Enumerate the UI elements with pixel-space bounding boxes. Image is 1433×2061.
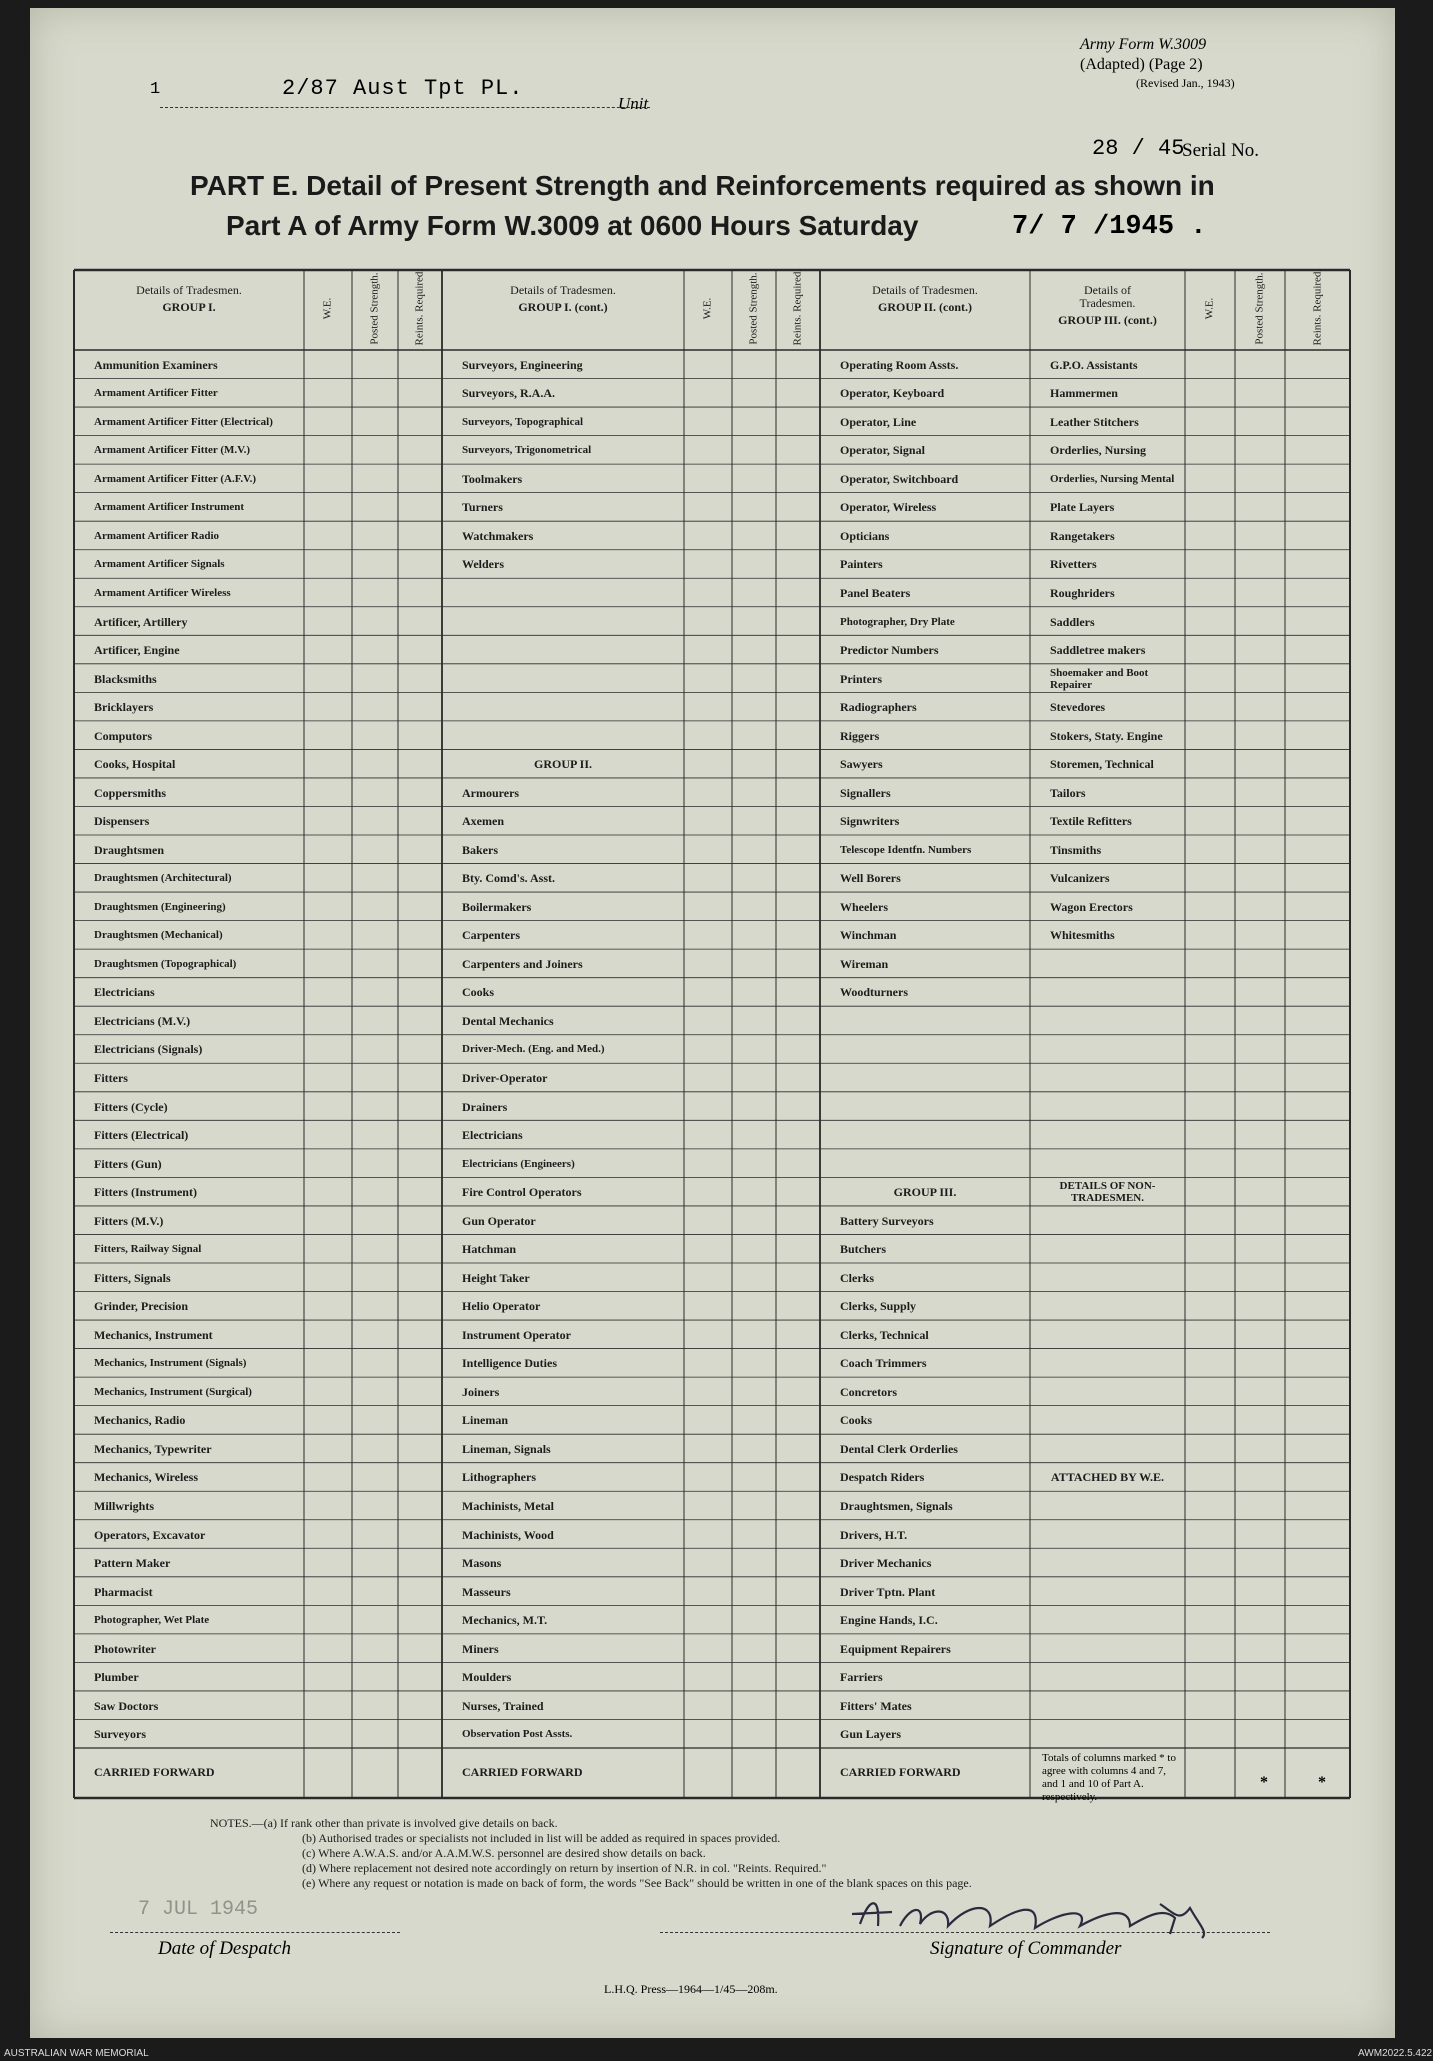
- trade-row-label: Panel Beaters: [840, 585, 911, 600]
- column-header-group: GROUP II. (cont.): [878, 300, 972, 314]
- trade-row-label: Storemen, Technical: [1050, 757, 1154, 772]
- trade-row-label: Masons: [462, 1556, 502, 1571]
- archive-footer: [0, 2048, 1433, 2061]
- trade-row-label: Hammermen: [1050, 386, 1118, 401]
- trade-row-label: Concretors: [840, 1384, 898, 1399]
- trade-row-label: Fitters (Cycle): [94, 1099, 168, 1114]
- trade-row-label: Clerks, Supply: [840, 1299, 917, 1314]
- trade-row-label: Mechanics, Instrument: [94, 1327, 213, 1342]
- unit-value: 2/87 Aust Tpt PL.: [282, 76, 524, 101]
- trade-row-label: Wagon Erectors: [1050, 899, 1133, 914]
- trade-row-label: Intelligence Duties: [462, 1356, 557, 1371]
- trade-row-label: Ammunition Examiners: [94, 357, 218, 372]
- sub-header-posted-strength: Posted Strength.: [1253, 272, 1266, 345]
- trade-row-label: Signwriters: [840, 814, 900, 829]
- trade-row-label: Mechanics, Radio: [94, 1413, 186, 1428]
- archive-id: AWM2022.5.422: [1358, 2048, 1433, 2059]
- trade-row-label: Armament Artificer Instrument: [94, 501, 245, 514]
- trade-row-label: Mechanics, M.T.: [462, 1613, 548, 1628]
- trade-row-label: Farriers: [840, 1670, 883, 1685]
- trade-row-label: Saddlers: [1050, 614, 1095, 629]
- date-underline: [110, 1932, 400, 1933]
- trade-row-label: Armament Artificer Wireless: [94, 586, 231, 599]
- unit-prefix: 1: [150, 80, 161, 99]
- unit-label: Unit: [618, 94, 649, 113]
- column-header-group: GROUP III. (cont.): [1058, 313, 1157, 327]
- serial-label: Serial No.: [1182, 140, 1260, 161]
- trade-row-label: Plate Layers: [1050, 500, 1115, 515]
- trade-row-label: Lineman, Signals: [462, 1441, 551, 1456]
- note-a: NOTES.—(a) If rank other than private is involved give details on back.: [210, 1816, 558, 1830]
- trade-row-label: Draughtsmen: [94, 842, 165, 857]
- trade-row-label: Predictor Numbers: [840, 643, 939, 658]
- trade-row-label: Leather Stitchers: [1050, 414, 1139, 429]
- trade-row-label: Watchmakers: [462, 528, 534, 543]
- trade-row-label: Carpenters and Joiners: [462, 956, 583, 971]
- trade-row-label: Orderlies, Nursing: [1050, 443, 1146, 458]
- trade-row-label: Gun Operator: [462, 1213, 536, 1228]
- trade-row-label: Lithographers: [462, 1470, 537, 1485]
- trade-row-label: Boilermakers: [462, 899, 532, 914]
- trade-row-label: Driver Mechanics: [840, 1556, 932, 1571]
- trade-row-label: Draughtsmen (Engineering): [94, 900, 226, 913]
- form-id: Army Form W.3009: [1080, 36, 1207, 53]
- trade-row-label: Armament Artificer Fitter (M.V.): [94, 444, 251, 457]
- trade-row-label: Driver-Operator: [462, 1071, 548, 1085]
- trade-row-label: Mechanics, Wireless: [94, 1470, 198, 1485]
- signature-underline: [660, 1932, 1270, 1933]
- trade-row-label: Gun Layers: [840, 1727, 902, 1742]
- trade-row-label: Signallers: [840, 785, 891, 800]
- column-header-details: Details of Tradesmen.: [872, 283, 978, 297]
- trade-row-label: Computors: [94, 728, 153, 743]
- trade-row-label: Dental Mechanics: [462, 1013, 554, 1028]
- trade-row-label: Wireman: [840, 956, 889, 971]
- trade-row-label: Hatchman: [462, 1242, 516, 1257]
- trade-row-label: Dental Clerk Orderlies: [840, 1441, 958, 1456]
- trade-row-label: Orderlies, Nursing Mental: [1050, 472, 1175, 485]
- note-c: (c) Where A.W.A.S. and/or A.A.M.W.S. personnel are desired show details on back.: [302, 1846, 706, 1860]
- trade-row-label: Cooks: [840, 1413, 873, 1428]
- trade-row-label: Saddletree makers: [1050, 643, 1146, 658]
- trade-row-label: Mechanics, Instrument (Surgical): [94, 1385, 252, 1398]
- serial-value: 28 / 45: [1092, 136, 1185, 161]
- trade-row-label: Plumber: [94, 1670, 139, 1685]
- trade-row-label: Armament Artificer Signals: [94, 558, 225, 571]
- trade-row-label: Roughriders: [1050, 585, 1115, 600]
- trade-row-label: Observation Post Assts.: [462, 1728, 573, 1741]
- trade-row-label: Clerks: [840, 1270, 874, 1285]
- trade-row-label: Butchers: [840, 1242, 886, 1257]
- trade-row-label: Equipment Repairers: [840, 1641, 951, 1656]
- column-header-group: GROUP I.: [162, 300, 216, 314]
- trade-row-label: Fitters (Instrument): [94, 1185, 197, 1200]
- trade-row-label: Fitters, Railway Signal: [94, 1243, 202, 1256]
- trade-row-label: Height Taker: [462, 1270, 530, 1285]
- trade-row-label: Tailors: [1050, 785, 1086, 800]
- trade-row-label: Engine Hands, I.C.: [840, 1613, 938, 1628]
- trade-row-label: Fitters, Signals: [94, 1270, 171, 1285]
- trade-row-label: Textile Refitters: [1050, 814, 1132, 829]
- trade-row-label: Draughtsmen, Signals: [840, 1498, 953, 1513]
- column-header-details: Details of Tradesmen.: [1079, 283, 1136, 310]
- trade-row-label: Dispensers: [94, 814, 150, 829]
- carried-forward-label: CARRIED FORWARD: [94, 1765, 215, 1779]
- trade-row-label: Driver-Mech. (Eng. and Med.): [462, 1043, 605, 1056]
- trade-row-label: Battery Surveyors: [840, 1213, 934, 1228]
- trade-row-label: Printers: [840, 671, 882, 686]
- sub-header-we: W.E.: [321, 297, 334, 320]
- trade-row-label: Fitters (Electrical): [94, 1128, 189, 1143]
- trade-row-label: Joiners: [462, 1384, 500, 1399]
- note-d: (d) Where replacement not desired note accordingly on return by insertion of N.R. in col. "Reints. Required.": [302, 1861, 827, 1875]
- trade-row-label: GROUP II.: [533, 757, 592, 772]
- trade-row-label: Machinists, Wood: [462, 1527, 554, 1542]
- title-line-1: PART E. Detail of Present Strength and Reinforcements required as shown in: [190, 170, 1215, 201]
- trade-row-label: Axemen: [462, 814, 504, 829]
- trade-row-label: Winchman: [840, 928, 897, 943]
- commander-signature: [830, 1886, 1350, 1946]
- trade-row-label: Millwrights: [94, 1498, 154, 1513]
- sub-header-reints-required: Reints. Required.: [413, 268, 426, 346]
- trade-row-label: Nurses, Trained: [462, 1698, 544, 1713]
- trade-row-label: Rangetakers: [1050, 528, 1115, 543]
- trade-row-label: Drivers, H.T.: [840, 1527, 908, 1542]
- trade-row-label: Painters: [840, 557, 883, 572]
- trade-row-label: Fitters (Gun): [94, 1156, 162, 1171]
- trade-row-label: Fire Control Operators: [462, 1185, 582, 1200]
- trade-row-label: Armament Artificer Fitter (A.F.V.): [94, 472, 257, 485]
- trade-row-label: Photographer, Dry Plate: [840, 615, 955, 628]
- despatch-date-stamp: 7 JUL 1945: [138, 1898, 259, 1921]
- trade-row-label: Sawyers: [840, 757, 883, 772]
- trade-row-label: Welders: [462, 557, 504, 572]
- trade-row-label: Artificer, Artillery: [94, 614, 188, 629]
- title-date: 7/ 7 /1945 .: [1012, 212, 1207, 242]
- column-header-group: GROUP I. (cont.): [518, 300, 608, 314]
- trade-row-label: Surveyors, Topographical: [462, 415, 584, 428]
- trade-row-label: Operator, Keyboard: [840, 386, 945, 401]
- trade-row-label: Helio Operator: [462, 1299, 541, 1314]
- title-line-2: Part A of Army Form W.3009 at 0600 Hours Saturday: [226, 210, 919, 241]
- trade-row-label: Electricians: [94, 985, 155, 1000]
- trade-row-label: Saw Doctors: [94, 1698, 159, 1713]
- trade-row-label: Driver Tptn. Plant: [840, 1584, 936, 1599]
- trade-row-label: DETAILS OF NON-TRADESMEN.: [1059, 1180, 1156, 1205]
- trade-row-label: Stevedores: [1050, 700, 1106, 715]
- press-line: L.H.Q. Press—1964—1/45—208m.: [604, 1982, 778, 1996]
- column-header-4: [1030, 284, 1185, 327]
- column-header-3: [820, 284, 1030, 314]
- totals-marker: *: [1260, 1774, 1268, 1791]
- trade-row-label: Bakers: [462, 842, 498, 857]
- trade-row-label: Armament Artificer Fitter (Electrical): [94, 415, 273, 428]
- column-header-1: [74, 284, 304, 314]
- trade-row-label: Clerks, Technical: [840, 1327, 929, 1342]
- trade-row-label: Operator, Line: [840, 414, 917, 429]
- trade-row-label: Fitters: [94, 1071, 128, 1085]
- trade-row-label: Despatch Riders: [840, 1470, 925, 1485]
- trade-row-label: Surveyors, R.A.A.: [462, 386, 555, 401]
- trade-row-label: Operator, Switchboard: [840, 471, 959, 486]
- trade-row-label: Mechanics, Instrument (Signals): [94, 1357, 247, 1370]
- trade-row-label: Vulcanizers: [1050, 871, 1110, 886]
- column-header-2: [442, 284, 684, 314]
- archive-source: AUSTRALIAN WAR MEMORIAL: [4, 2048, 149, 2059]
- trade-row-label: Bty. Comd's. Asst.: [462, 871, 556, 886]
- trade-row-label: Radiographers: [840, 700, 917, 715]
- trade-row-label: Toolmakers: [462, 471, 523, 486]
- sub-header-posted-strength: Posted Strength.: [368, 272, 381, 345]
- trade-row-label: Surveyors, Engineering: [462, 357, 583, 372]
- trade-row-label: Operating Room Assts.: [840, 357, 959, 372]
- trade-row-label: Carpenters: [462, 928, 520, 943]
- trade-row-label: Bricklayers: [94, 700, 154, 715]
- trade-row-label: Electricians (Signals): [94, 1042, 203, 1057]
- form-adapted: (Adapted) (Page 2): [1080, 56, 1203, 73]
- trade-row-label: Machinists, Metal: [462, 1498, 554, 1513]
- trade-row-label: Armament Artificer Radio: [94, 529, 220, 542]
- trade-row-label: Electricians (M.V.): [94, 1013, 191, 1028]
- trade-row-label: Blacksmiths: [94, 671, 157, 686]
- form-page: [30, 8, 1395, 2038]
- trade-row-label: Cooks, Hospital: [94, 757, 176, 772]
- tradesmen-table: [30, 8, 1395, 2038]
- sub-header-reints-required: Reints. Required.: [1311, 268, 1323, 346]
- trade-row-label: Rivetters: [1050, 557, 1097, 572]
- trade-row-label: Telescope Identfn. Numbers: [840, 843, 972, 856]
- trade-row-label: GROUP III.: [893, 1185, 957, 1200]
- trade-row-label: Grinder, Precision: [94, 1299, 188, 1314]
- form-revised: (Revised Jan., 1943): [1136, 76, 1235, 90]
- trade-row-label: Armament Artificer Fitter: [94, 387, 218, 400]
- trade-row-label: Artificer, Engine: [94, 643, 180, 658]
- note-e: (e) Where any request or notation is made on back of form, the words "See Back" should be written in one of the blank spaces on this page.: [302, 1876, 972, 1890]
- trade-row-label: Draughtsmen (Mechanical): [94, 929, 223, 942]
- trade-row-label: Wheelers: [840, 899, 888, 914]
- trade-row-label: Moulders: [462, 1670, 512, 1685]
- trade-row-label: Well Borers: [840, 871, 901, 886]
- trade-row-label: Tinsmiths: [1050, 842, 1102, 857]
- trade-row-label: Lineman: [462, 1413, 509, 1428]
- trade-row-label: Fitters' Mates: [840, 1698, 912, 1713]
- trade-row-label: ATTACHED BY W.E.: [1050, 1470, 1165, 1485]
- date-of-despatch-label: Date of Despatch: [158, 1938, 291, 1959]
- trade-row-label: Coppersmiths: [94, 785, 167, 800]
- trade-row-label: Pattern Maker: [94, 1556, 171, 1571]
- trade-row-label: G.P.O. Assistants: [1050, 357, 1138, 372]
- signature-label: Signature of Commander: [930, 1938, 1122, 1959]
- trade-row-label: Draughtsmen (Architectural): [94, 872, 232, 885]
- trade-row-label: Operator, Wireless: [840, 500, 937, 515]
- sub-header-posted-strength: Posted Strength.: [747, 272, 760, 345]
- totals-marker: *: [1318, 1774, 1326, 1791]
- trade-row-label: Turners: [462, 500, 503, 515]
- column-header-details: Details of Tradesmen.: [510, 283, 616, 297]
- totals-note: Totals of columns marked * to agree with columns 4 and 7, and 1 and 10 of Part A. respectively.: [1042, 1752, 1176, 1803]
- carried-forward-label: CARRIED FORWARD: [462, 1765, 583, 1779]
- trade-row-label: Surveyors: [94, 1727, 146, 1742]
- trade-row-label: Cooks: [462, 985, 495, 1000]
- note-b: (b) Authorised trades or specialists not included in list will be added as required in spaces provided.: [302, 1831, 781, 1845]
- sub-header-we: W.E.: [701, 297, 714, 320]
- sub-header-we: W.E.: [1203, 297, 1216, 320]
- trade-row-label: Electricians: [462, 1128, 523, 1143]
- trade-row-label: Fitters (M.V.): [94, 1213, 164, 1228]
- trade-row-label: Drainers: [462, 1099, 508, 1114]
- trade-row-label: Stokers, Staty. Engine: [1050, 728, 1163, 743]
- trade-row-label: Surveyors, Trigonometrical: [462, 444, 592, 457]
- trade-row-label: Pharmacist: [94, 1584, 153, 1599]
- trade-row-label: Woodturners: [840, 985, 909, 1000]
- sub-header-reints-required: Reints. Required.: [791, 268, 804, 346]
- trade-row-label: Riggers: [840, 728, 880, 743]
- column-header-details: Details of Tradesmen.: [136, 283, 242, 297]
- trade-row-label: Mechanics, Typewriter: [94, 1441, 212, 1456]
- trade-row-label: Whitesmiths: [1050, 928, 1115, 943]
- trade-row-label: Opticians: [840, 528, 890, 543]
- trade-row-label: Miners: [462, 1641, 499, 1656]
- trade-row-label: Operators, Excavator: [94, 1527, 206, 1542]
- trade-row-label: Photowriter: [94, 1641, 156, 1656]
- trade-row-label: Coach Trimmers: [840, 1356, 927, 1371]
- trade-row-label: Electricians (Engineers): [462, 1157, 575, 1170]
- trade-row-label: Draughtsmen (Topographical): [94, 957, 237, 970]
- trade-row-label: Masseurs: [462, 1584, 511, 1599]
- trade-row-label: Instrument Operator: [462, 1327, 571, 1342]
- trade-row-label: Armourers: [462, 785, 520, 800]
- trade-row-label: Operator, Signal: [840, 443, 925, 458]
- trade-row-label: Photographer, Wet Plate: [94, 1614, 210, 1627]
- carried-forward-label: CARRIED FORWARD: [840, 1765, 961, 1779]
- trade-row-label: Shoemaker and Boot Repairer: [1050, 666, 1149, 691]
